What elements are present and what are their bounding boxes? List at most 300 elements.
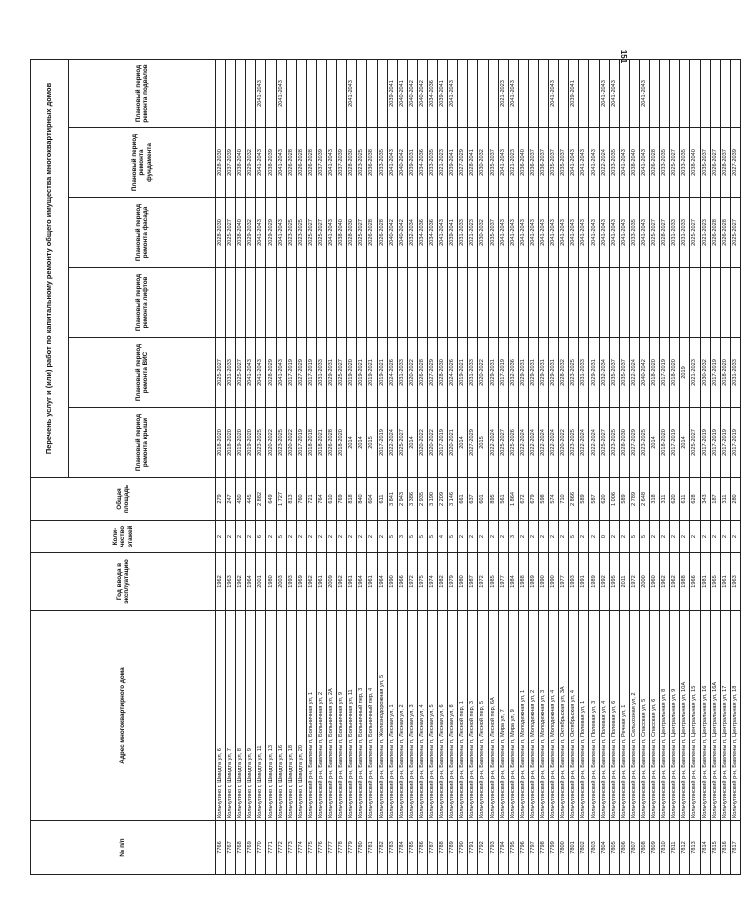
row-area: 813 xyxy=(286,478,296,521)
row-number: 7807 xyxy=(629,821,639,875)
row-area: 2 866 xyxy=(569,478,579,521)
row-period: 2019-2020 xyxy=(236,408,246,478)
row-number: 7811 xyxy=(670,821,680,875)
row-period: 2018-2020 xyxy=(216,408,226,478)
row-period: 2028-2032 xyxy=(559,338,569,408)
row-floors: 2 xyxy=(488,521,498,553)
row-floors: 2 xyxy=(549,521,559,553)
row-period xyxy=(730,59,740,127)
row-number: 7803 xyxy=(589,821,599,875)
row-area: 672 xyxy=(518,478,528,521)
row-number: 7814 xyxy=(700,821,710,875)
row-address: Кольчугинский р-н, Бавлены п, Центральная ул, 16 xyxy=(700,611,710,821)
row-period: 2027-2029 xyxy=(296,338,306,408)
row-period: 2023-2025 xyxy=(569,338,579,408)
row-year: 1995 xyxy=(609,553,619,611)
row-period: 2030-2032 xyxy=(700,338,710,408)
row-period: 2028-2030 xyxy=(438,338,448,408)
row-floors: 2 xyxy=(246,521,256,553)
table-row xyxy=(599,59,609,874)
row-period xyxy=(337,268,347,338)
row-period xyxy=(246,59,256,127)
row-period: 2025-2027 xyxy=(216,338,226,408)
row-period: 2041-2043 xyxy=(327,128,337,198)
row-period: 2041-2043 xyxy=(599,198,609,268)
row-number: 7771 xyxy=(266,821,276,875)
row-period: 2021-2023 xyxy=(690,338,700,408)
row-number: 7772 xyxy=(276,821,286,875)
row-number: 7786 xyxy=(417,821,427,875)
row-period xyxy=(629,59,639,127)
row-address: Кольчугинский р-н, Бавлены п, Полевая ул, 6 xyxy=(609,611,619,821)
row-period xyxy=(357,268,367,338)
row-period: 2026-2028 xyxy=(720,198,730,268)
row-period: 2031-2033 xyxy=(226,338,236,408)
row-year: 1962 xyxy=(216,553,226,611)
row-period: 2020-2022 xyxy=(559,408,569,478)
table-row xyxy=(579,59,589,874)
page-number: 151 xyxy=(618,49,628,64)
row-period: 2034-2036 xyxy=(427,59,437,127)
row-number: 7802 xyxy=(579,821,589,875)
row-period: 2031-2033 xyxy=(397,338,407,408)
row-area: 769 xyxy=(337,478,347,521)
row-floors: 2 xyxy=(670,521,680,553)
row-number: 7806 xyxy=(619,821,629,875)
row-period xyxy=(468,268,478,338)
row-period: 2015 xyxy=(367,408,377,478)
row-period: 2026-2028 xyxy=(377,198,387,268)
row-period: 2026-2028 xyxy=(367,198,377,268)
row-period xyxy=(448,268,458,338)
row-area: 637 xyxy=(468,478,478,521)
row-period: 2041-2043 xyxy=(518,198,528,268)
row-area: 2 943 xyxy=(397,478,407,521)
table-row xyxy=(720,59,730,874)
row-period xyxy=(549,268,559,338)
row-year: 1979 xyxy=(448,553,458,611)
row-period xyxy=(619,59,629,127)
row-period: 2022-2024 xyxy=(387,408,397,478)
row-number: 7775 xyxy=(306,821,316,875)
row-period xyxy=(539,59,549,127)
row-period: 2022-2024 xyxy=(488,408,498,478)
row-period: 2021-2023 xyxy=(700,198,710,268)
row-period: 2040-2042 xyxy=(417,59,427,127)
row-period: 2041-2043 xyxy=(498,128,508,198)
row-address: Кольчугино г, Шмидта ул, 13 xyxy=(266,611,276,821)
row-year: 1964 xyxy=(357,553,367,611)
row-period: 2022-2024 xyxy=(579,408,589,478)
row-address: Кольчугинский р-н, Бавлены п, Мира ул, 7 xyxy=(498,611,508,821)
row-number: 7792 xyxy=(478,821,488,875)
row-area: 721 xyxy=(306,478,316,521)
row-period: 2023-2025 xyxy=(639,408,649,478)
row-period: 2038-2040 xyxy=(236,128,246,198)
row-period: 2033-2035 xyxy=(660,128,670,198)
table-row xyxy=(417,59,427,874)
row-period: 2017-2019 xyxy=(306,338,316,408)
row-floors: 2 xyxy=(347,521,357,553)
row-area: 187 xyxy=(710,478,720,521)
row-year: 1966 xyxy=(690,553,700,611)
row-number: 7816 xyxy=(720,821,730,875)
row-address: Кольчугинский р-н, Бавлены п, Лесной пер, 6А xyxy=(488,611,498,821)
row-period: 2017-2019 xyxy=(498,338,508,408)
row-year: 1962 xyxy=(660,553,670,611)
row-address: Кольчугинский р-н, Бавлены п, Больничная ул, 1 xyxy=(306,611,316,821)
row-period: 2014 xyxy=(407,408,417,478)
row-period: 2033-2035 xyxy=(680,128,690,198)
row-period: 2017-2019 xyxy=(720,408,730,478)
row-period: 2029-2029 xyxy=(266,198,276,268)
row-period: 2032-2034 xyxy=(599,338,609,408)
row-period xyxy=(468,59,478,127)
row-period xyxy=(660,268,670,338)
row-period: 2041-2043 xyxy=(276,198,286,268)
row-period: 2029-2031 xyxy=(528,338,538,408)
row-area: 620 xyxy=(599,478,609,521)
row-period: 2019-2021 xyxy=(357,338,367,408)
row-period: 2020-2022 xyxy=(417,408,427,478)
table-row xyxy=(438,59,448,874)
row-period: 2027-2029 xyxy=(629,408,639,478)
row-period: 2038-2040 xyxy=(629,128,639,198)
row-period: 2025-2027 xyxy=(306,198,316,268)
row-year: 1977 xyxy=(559,553,569,611)
row-address: Кольчугинский р-н, Бавлены п, Лесной пер, 5 xyxy=(478,611,488,821)
row-period: 2018-2020 xyxy=(660,408,670,478)
row-period xyxy=(690,59,700,127)
row-floors: 2 xyxy=(357,521,367,553)
table-row xyxy=(347,59,357,874)
table-row xyxy=(559,59,569,874)
row-area: 2 789 xyxy=(629,478,639,521)
table-row xyxy=(508,59,518,874)
row-floors: 2 xyxy=(528,521,538,553)
row-area: 3 841 xyxy=(387,478,397,521)
row-period: 2022-2024 xyxy=(599,128,609,198)
row-period xyxy=(256,268,266,338)
row-period: 2028-2030 xyxy=(216,198,226,268)
row-period xyxy=(478,268,488,338)
row-number: 7798 xyxy=(539,821,549,875)
row-year: 1980 xyxy=(266,553,276,611)
row-period: 2041-2043 xyxy=(327,198,337,268)
row-period xyxy=(559,268,569,338)
row-year: 1961 xyxy=(347,553,357,611)
row-floors: 2 xyxy=(316,521,326,553)
row-period: 2037-2039 xyxy=(337,128,347,198)
row-period xyxy=(276,268,286,338)
row-number: 7809 xyxy=(650,821,660,875)
row-period: 2020-2022 xyxy=(478,338,488,408)
row-floors: 5 xyxy=(448,521,458,553)
row-period xyxy=(680,268,690,338)
row-address: Кольчугинский р-н, Бавлены п, Лесная ул, 3 xyxy=(407,611,417,821)
row-period xyxy=(377,59,387,127)
row-floors: 2 xyxy=(559,521,569,553)
row-number: 7797 xyxy=(528,821,538,875)
row-period: 2025-2027 xyxy=(670,128,680,198)
table-row xyxy=(357,59,367,874)
table-row xyxy=(549,59,559,874)
row-period: 2021-2023 xyxy=(438,128,448,198)
row-area: 247 xyxy=(226,478,236,521)
row-period: 2041-2043 xyxy=(256,128,266,198)
row-period: 2019 xyxy=(680,338,690,408)
row-period: 2014 xyxy=(458,408,468,478)
row-floors: 2 xyxy=(498,521,508,553)
row-number: 7795 xyxy=(508,821,518,875)
row-period: 2029-2032 xyxy=(246,198,256,268)
row-floors: 2 xyxy=(458,521,468,553)
row-period: 2021-2023 xyxy=(468,198,478,268)
row-period: 2025-2026 xyxy=(508,408,518,478)
row-year: 1990 xyxy=(387,553,397,611)
row-period: 2031-2033 xyxy=(730,338,740,408)
header-service-lifts: Плановый период ремонта лифтов xyxy=(69,268,216,338)
table-row xyxy=(589,59,599,874)
row-period: 2041-2043 xyxy=(256,198,266,268)
row-period: 2017-2019 xyxy=(438,408,448,478)
row-period: 2026-2028 xyxy=(286,128,296,198)
row-floors: 0 xyxy=(599,521,609,553)
row-period: 2039-2041 xyxy=(438,59,448,127)
row-address: Кольчугино г, Шмидта ул, 18 xyxy=(286,611,296,821)
row-address: Кольчугинский р-н, Бавлены п, Больничный пер, 4 xyxy=(367,611,377,821)
row-number: 7784 xyxy=(397,821,407,875)
row-address: Кольчугинский р-н, Бавлены п, Лесная ул, 5 xyxy=(427,611,437,821)
row-period: 2037-2039 xyxy=(316,128,326,198)
row-period: 2018-2020 xyxy=(670,338,680,408)
row-period: 2041-2043 xyxy=(639,59,649,127)
row-number: 7789 xyxy=(448,821,458,875)
row-period: 2021-2023 xyxy=(508,128,518,198)
row-period xyxy=(266,59,276,127)
row-area: 587 xyxy=(589,478,599,521)
row-period xyxy=(508,268,518,338)
row-year: 1964 xyxy=(246,553,256,611)
row-year: 2001 xyxy=(256,553,266,611)
row-year: 1988 xyxy=(518,553,528,611)
row-number: 7769 xyxy=(246,821,256,875)
row-period xyxy=(730,268,740,338)
table-row xyxy=(246,59,256,874)
row-period: 2027-2029 xyxy=(427,338,437,408)
row-area: 318 xyxy=(650,478,660,521)
table-row xyxy=(629,59,639,874)
row-address: Кольчугинский р-н, Бавлены п, Больничная ул, 9 xyxy=(337,611,347,821)
row-year: 1985 xyxy=(488,553,498,611)
row-period: 2025-2027 xyxy=(397,408,407,478)
row-year: 1962 xyxy=(306,553,316,611)
row-period: 2028-2027 xyxy=(660,198,670,268)
row-period: 2017-2019 xyxy=(730,408,740,478)
row-period: 2025-2027 xyxy=(236,338,246,408)
row-area: 2 935 xyxy=(417,478,427,521)
row-period: 2026-2028 xyxy=(650,128,660,198)
table-row xyxy=(609,59,619,874)
row-number: 7785 xyxy=(407,821,417,875)
row-address: Кольчугино г, Шмидта ул, 11 xyxy=(256,611,266,821)
row-year: 2000 xyxy=(639,553,649,611)
row-period xyxy=(539,268,549,338)
table-row xyxy=(337,59,347,874)
row-period xyxy=(488,59,498,127)
row-area: 3 146 xyxy=(448,478,458,521)
row-number: 7817 xyxy=(730,821,740,875)
row-period: 2022-2024 xyxy=(518,408,528,478)
row-floors: 2 xyxy=(518,521,528,553)
row-period: 2029-2031 xyxy=(488,338,498,408)
row-period: 2040-2042 xyxy=(397,198,407,268)
table-row xyxy=(448,59,458,874)
row-area: 311 xyxy=(660,478,670,521)
row-period: 2019-2021 xyxy=(458,338,468,408)
row-period: 2041-2043 xyxy=(609,59,619,127)
row-year: 1974 xyxy=(427,553,437,611)
row-period: 2041-2043 xyxy=(639,198,649,268)
row-floors: 5 xyxy=(427,521,437,553)
row-year: 1992 xyxy=(599,553,609,611)
row-period xyxy=(690,268,700,338)
row-area: 445 xyxy=(246,478,256,521)
row-period xyxy=(306,59,316,127)
row-period xyxy=(337,59,347,127)
row-address: Кольчугино г, Шмидта ул, 9 xyxy=(246,611,256,821)
header-services-banner: Перечень услуг и (или) работ по капитальному ремонту общего имущества многоквартирных домов xyxy=(31,59,69,477)
table-row xyxy=(730,59,740,874)
table-row xyxy=(468,59,478,874)
row-period: 2028-2030 xyxy=(347,198,357,268)
row-period: 2017-2019 xyxy=(710,408,720,478)
row-period: 2038-2040 xyxy=(236,198,246,268)
row-area: 764 xyxy=(316,478,326,521)
row-period: 2025-2027 xyxy=(337,338,347,408)
row-period: 2014 xyxy=(357,408,367,478)
row-period: 2014 xyxy=(680,408,690,478)
row-period: 2027-2029 xyxy=(458,128,468,198)
row-period xyxy=(367,268,377,338)
row-period xyxy=(397,268,407,338)
row-floors: 2 xyxy=(660,521,670,553)
row-area: 280 xyxy=(730,478,740,521)
row-period xyxy=(316,59,326,127)
row-period: 2019-2020 xyxy=(246,408,256,478)
row-period: 2025-2027 xyxy=(730,198,740,268)
row-year: 2003 xyxy=(276,553,286,611)
row-year: 1984 xyxy=(508,553,518,611)
row-area: 818 xyxy=(347,478,357,521)
row-floors: 4 xyxy=(438,521,448,553)
row-floors: 2 xyxy=(286,521,296,553)
row-period xyxy=(559,59,569,127)
row-floors: 2 xyxy=(216,521,226,553)
header-no: № п/п xyxy=(31,821,216,875)
row-address: Кольчугинский р-н, Бавлены п, Лесной пер, 1 xyxy=(458,611,468,821)
row-number: 7766 xyxy=(216,821,226,875)
row-floors: 5 xyxy=(387,521,397,553)
table-row xyxy=(488,59,498,874)
row-year: 1964 xyxy=(377,553,387,611)
row-floors: 2 xyxy=(589,521,599,553)
table-row xyxy=(256,59,266,874)
row-period: 2031-2033 xyxy=(468,338,478,408)
row-address: Кольчугинский р-н, Бавлены п, Центральная ул, 8 xyxy=(660,611,670,821)
header-year: Год ввода в эксплуатацию xyxy=(31,553,216,611)
table-row xyxy=(518,59,528,874)
row-period: 2020-2022 xyxy=(286,408,296,478)
row-period: 2034-2036 xyxy=(417,128,427,198)
row-period: 2018-2020 xyxy=(720,338,730,408)
row-year: 1988 xyxy=(680,553,690,611)
row-area: 620 xyxy=(670,478,680,521)
row-number: 7808 xyxy=(639,821,649,875)
row-floors: 2 xyxy=(337,521,347,553)
row-year: 2011 xyxy=(619,553,629,611)
row-period: 2035-2037 xyxy=(700,128,710,198)
row-year: 1972 xyxy=(629,553,639,611)
row-area: 610 xyxy=(327,478,337,521)
row-number: 7791 xyxy=(468,821,478,875)
row-period: 2041-2043 xyxy=(387,128,397,198)
row-period: 2029-2031 xyxy=(518,338,528,408)
row-area: 649 xyxy=(266,478,276,521)
row-period xyxy=(316,268,326,338)
row-period: 2036-2040 xyxy=(518,128,528,198)
row-period: 2038-2040 xyxy=(337,198,347,268)
row-period: 2041-2043 xyxy=(539,198,549,268)
row-period: 2018-2021 xyxy=(316,408,326,478)
row-period: 2015 xyxy=(478,408,488,478)
row-period: 2041-2043 xyxy=(579,128,589,198)
table-row xyxy=(650,59,660,874)
row-period xyxy=(347,268,357,338)
row-period: 2041-2043 xyxy=(528,198,538,268)
row-area: 3 190 xyxy=(427,478,437,521)
row-area: 3 386 xyxy=(407,478,417,521)
row-period: 2041-2043 xyxy=(619,128,629,198)
row-period xyxy=(710,268,720,338)
row-period xyxy=(236,59,246,127)
row-period: 2040-2042 xyxy=(639,338,649,408)
row-year: 1977 xyxy=(498,553,508,611)
row-period: 2041-2043 xyxy=(347,59,357,127)
table-row xyxy=(680,59,690,874)
row-period: 2021-2023 xyxy=(498,59,508,127)
row-floors: 6 xyxy=(256,521,266,553)
row-period: 2019-2020 xyxy=(347,338,357,408)
table-row xyxy=(226,59,236,874)
row-period: 2025-2027 xyxy=(498,408,508,478)
row-area: 604 xyxy=(367,478,377,521)
row-period xyxy=(629,268,639,338)
row-period xyxy=(670,59,680,127)
row-period: 2040-2042 xyxy=(407,59,417,127)
table-row xyxy=(458,59,468,874)
row-period: 2041-2043 xyxy=(246,338,256,408)
table-row xyxy=(690,59,700,874)
row-address: Кольчугинский р-н, Бавлены п, Лесная ул, 1 xyxy=(387,611,397,821)
row-period xyxy=(700,268,710,338)
row-period: 2039-2041 xyxy=(448,198,458,268)
row-period xyxy=(660,59,670,127)
row-period xyxy=(306,268,316,338)
row-period: 2034-2036 xyxy=(417,198,427,268)
row-period xyxy=(266,268,276,338)
row-period xyxy=(639,268,649,338)
